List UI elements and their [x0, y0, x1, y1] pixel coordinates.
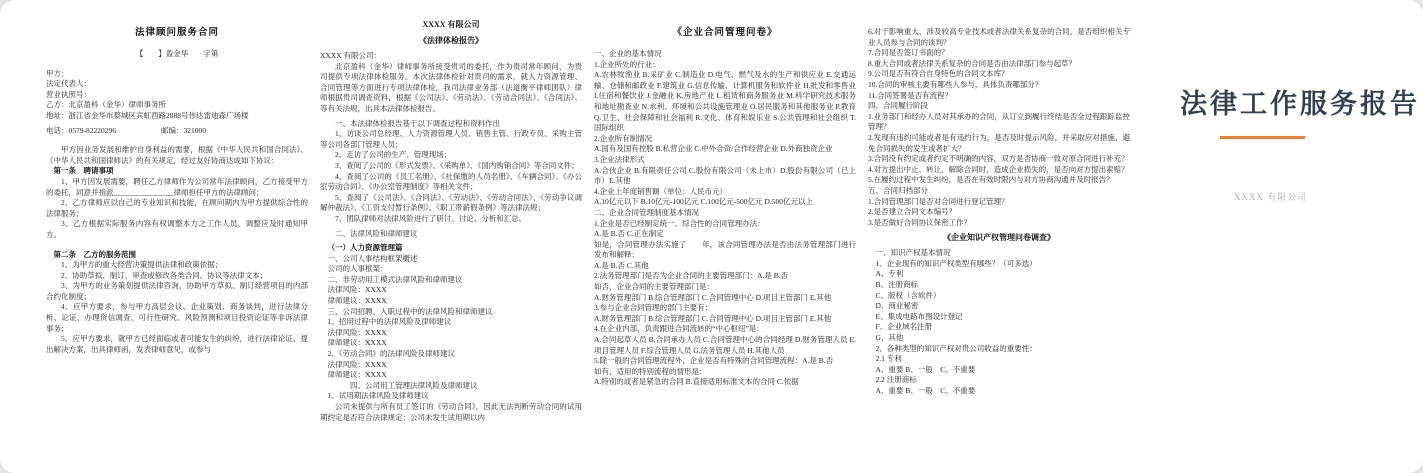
doc-line: 3.参与企业合同管理的部门主要有： — [594, 303, 713, 313]
doc-line: A.合同起草人员 B.合同承办人员 C.合同管理中心的合同经理 D.财务管理人员 E.项目管理人员 F.综合管理人员 G.法务管理人员 H.其他人员 — [594, 335, 856, 355]
document-page-3-contract-management-questionnaire[interactable] — [594, 0, 856, 473]
doc-line: 法律风险：XXXX — [327, 285, 387, 295]
doc-line: 《企业合同管理问卷》 — [672, 28, 778, 38]
doc-line: A.国有及国有控股 B.私营企业 C.中外合资/合作经营企业 D.外商独资企业 — [594, 144, 833, 154]
doc-line: 公司未提供与所有员工签订的《劳动合同》，因此无法判断劳动合同的试用期约定是否符合法律规定；公司未发生试用期以内 — [320, 402, 582, 422]
doc-line: 3、为甲方的业务策划提供法律咨询，协助甲方草拟、制订经营项目的内部合约化制度； — [46, 281, 308, 301]
document-page-4-contract-questionnaire-continued-and-ip-questionnaire[interactable] — [868, 0, 1130, 473]
doc-line: 3.合同没有约定或者约定不明确的内容，双方是否协商一致对原合同进行补充？ — [868, 154, 1129, 164]
doc-line: A.合伙企业 B.有限责任公司 C.股份有限公司（未上市）D.股份有限公司（已上市）E.其他 — [594, 165, 856, 186]
doc-line: 如有，适用的特别流程的情形是： — [594, 366, 707, 376]
doc-line: XXXX 有限公司： — [320, 51, 382, 60]
doc-line: 第一条 聘请事项 — [53, 166, 114, 176]
doc-line: XXXX 有限公司 — [422, 20, 480, 29]
doc-line: 2、乙方律师应以自己的专业知识和技能，在顾问期内为甲方提供综合性的法律服务； — [46, 198, 308, 218]
doc-line: 乙方：北京盈科（金华）律师事务所 — [46, 100, 166, 110]
doc-line: 3.企业法律形式 — [594, 154, 645, 164]
doc-line: 4、应甲方要求，参与甲方高层会议、企业策划、商务谈判，进行法律分析、论证、办理资信调查、可行性研究、风险预测和项目投资论证等非诉法律事务； — [46, 302, 308, 333]
doc-line: 如否，企业合同的主要管理部门是： — [594, 282, 714, 292]
doc-line: 1、招用过程中的法律风险及律师建议 — [327, 317, 452, 327]
doc-line: 7.合同是否签订书面的？ — [868, 48, 949, 58]
doc-line: 4.在企业内部，负责跟进合同流转的“中心枢纽”是： — [594, 324, 764, 334]
doc-line: 一、知识产权基本情况 — [875, 248, 951, 258]
doc-line: 5.除一般的合同管理流程外，企业是否有特殊的合同管理流程：A.是 B.否 — [594, 356, 834, 366]
doc-line: A.10亿元以下 B.10亿元-100亿元 C.100亿元-500亿元 D.500亿元以上 — [594, 197, 813, 207]
doc-line: B、注册商标 — [875, 280, 919, 290]
doc-line: 4.企业上年度销售额（单位：人民币元） — [594, 186, 728, 196]
doc-line: A.财务管理部门 B.综合管理部门 C.合同管理中心 D.项目主管部门 E.其他 — [594, 292, 832, 302]
doc-line: 5.在履约过程中发生纠纷，是否在有效时限内与对方协商沟通并及时报告？ — [868, 175, 1114, 185]
doc-line: 法定代表人： — [46, 79, 91, 89]
doc-line: 11.合同签署是否有流程？ — [868, 90, 953, 100]
doc-line: 北京盈科（金华）律师事务所接受贵司的委托，作为贵司常年顾问，为贵司提供专项法律体检服务。本次法律体检针对贵司的需求，就人力资源管理、合同管理等方面进行专项法律体检，我司法律业务部（法道衡平律师团队）律师根据贵司调查资料，根据《公司法》、《劳动法》、《劳动合同法》、《合同法》、等有关法规，出具本法律体检报告。 — [320, 61, 582, 113]
doc-line: A.农林牧渔业 B.采矿业 C.制造业 D.电气、燃气及水的生产和供应业 E.交通运输、仓储和邮政业 F.建筑业 G.信息传输、计算机服务和软件业 H.批发和零售业 I.住宿和餐饮业 J.金融业 K.房地产业 L.租赁和商务服务业 M.科学研究技术服务和地址勘查业 N.水利、环境和公共设施管理业 O.居民服务和其他服务业 P.教育 Q.卫生、社会保障和社会福利 R.文化、体育和娱乐业 S.公共管理和社会组织 T.国际组织 — [594, 70, 856, 133]
doc-line: 4、查阅了公司的《员工名册》、《社保缴的人员名册》、《车辆合同》、《办公室劳动合同》、《办公室管理制度》等相关文件； — [320, 171, 582, 192]
doc-line: 2.发现有违约可能或者是有违约行为，是否及时提示风险，并采取应对措施，避免合同损失的发生或者扩大？ — [868, 132, 1130, 153]
doc-line: 二、企业合同管理制度基本情况 — [594, 207, 699, 217]
doc-line: 法律顾问服务合同 — [134, 28, 219, 38]
doc-line: 第二条 乙方的服务范围 — [53, 249, 136, 259]
doc-line: 一、企业的基本情况 — [594, 49, 662, 58]
spacer — [46, 60, 308, 69]
doc-line: 9.公司是否有符合自身特色的合同文本库？ — [868, 69, 1009, 79]
report-title: 法律工作服务报告 — [1180, 89, 1420, 119]
doc-line: A.是 B.否 C.其他 — [594, 260, 649, 270]
spacer — [594, 40, 856, 49]
doc-line: A、专利 — [875, 269, 904, 279]
doc-line: 1、访谈公司总经理、人力资源管理人员、销售主管、行政专员、采购主管等公司各部门管理人员； — [320, 129, 582, 149]
doc-line: 1.合同管理部门是否对合同进行登记管理？ — [868, 196, 1009, 206]
accent-divider — [1220, 136, 1305, 139]
doc-line: 2、协助草拟、制订、审查或修改各类合同、协议等法律文本； — [61, 270, 268, 280]
doc-line: 律师建议：XXXX — [327, 338, 387, 348]
doc-line: 2.2 注册商标 — [875, 375, 917, 385]
doc-line: 2.是否建立合同文本编号？ — [868, 207, 957, 217]
doc-line: D、商业秘密 — [875, 301, 919, 311]
doc-line: 电话：0579-82220296 邮编：321000 — [46, 125, 206, 135]
doc-line: 3、查阅了公司的《形式发票》、《采购单》、《国内购销合同》等合同文件； — [335, 160, 579, 170]
doc-line: A、重要 B、一般 C、不重要 — [875, 364, 976, 374]
doc-line: 1.业务部门和经办人员对其承办的合同，从订立到履行终结是否全过程跟踪监控管理？ — [868, 111, 1130, 132]
doc-line: 一、本法律体检报告基于以下调查过程和资料作出 — [335, 118, 500, 128]
doc-line: 3、乙方根据实际服务内容有权调整本方之工作人员，调整应及时通知甲方。 — [46, 219, 308, 239]
doc-line: 营业执照号： — [46, 89, 91, 99]
document-page-1-legal-advisor-service-contract[interactable] — [46, 0, 308, 473]
spacer — [320, 10, 582, 19]
doc-line: 4.对方提出中止、转让、解除合同时，造成企业损失的，是否向对方提出索赔？ — [868, 164, 1129, 174]
doc-line: 五、合同归档部分 — [868, 185, 928, 195]
spacer — [46, 136, 308, 145]
doc-line: 2.法务管理部门是否为企业合同的主要管理部门：A.是 B.否 — [594, 271, 789, 281]
doc-line: 2.企业所有制情况 — [594, 133, 653, 143]
doc-line: 二、法律风险和律师建议 — [335, 228, 418, 238]
doc-line: 律师建议：XXXX — [327, 296, 387, 306]
report-cover-panel — [1142, 0, 1423, 473]
doc-line: 《企业知识产权管理问卷调查》 — [943, 233, 1055, 243]
doc-line: 甲方： — [46, 68, 69, 78]
doc-line: 8.重大合同或者法律关系复杂的合同是否由法律部门参与起草？ — [868, 58, 1077, 68]
doc-line: C、版权（含软件） — [875, 290, 941, 300]
doc-line: A.特别的或者是紧急的合同 B.直接适用标准文本的合同 C.依据 — [594, 377, 799, 387]
doc-line: 四、合同履行阶段 — [868, 101, 928, 111]
spacer — [594, 10, 856, 27]
doc-line: 1、企业现有的知识产权类型有哪些？（可多选） — [875, 258, 1037, 268]
doc-line: 《法律体检报告》 — [419, 36, 483, 45]
doc-line: （一）人力资源管理篇 — [327, 243, 403, 253]
spacer — [46, 10, 308, 27]
doc-line: 1、甲方因发展需要，聘任乙方律师作为公司常年法律顾问，乙方接受甲方的委托，同意并指派________________律师担任甲方的法律顾问； — [46, 176, 308, 197]
doc-line: 2.1 专利 — [875, 354, 902, 364]
spacer — [46, 241, 308, 250]
spacer — [46, 40, 308, 49]
doc-line: 1、试用期法律风险及律师建议 — [327, 391, 429, 401]
doc-line: 5、应甲方要求，就甲方已经面临或者可能发生的纠纷，进行法律论证、提出解决方案，出具律师函，发表律师意见，或参与 — [46, 334, 308, 354]
doc-line: 10.合同的审核主要有哪些人参与，具体负责哪部分？ — [868, 79, 1043, 89]
doc-line: 法律风险：XXXX — [327, 327, 387, 337]
doc-line: 1.企业是否已经制定统一、综合性的合同管理办法： — [594, 218, 765, 228]
doc-line: 公司的人事框架： — [327, 264, 388, 274]
spacer — [868, 10, 1130, 27]
doc-line: 一、公司人事结构框架概述 — [327, 253, 418, 263]
doc-line: 如是，合同管理办法实施了 年，该合同管理办法是否由法务管理部门进行发布和解释： — [594, 239, 856, 260]
doc-line: 地址：浙江省金华市婺城区宾虹西路2888号伟达雷迪森广场楼 — [46, 110, 249, 120]
document-page-2-legal-health-check-report[interactable] — [320, 0, 582, 473]
doc-line: 二、非劳动用工模式法律风险和律师建议 — [327, 274, 463, 284]
doc-line: A.财务管理部门 B.综合管理部门 C.合同管理中心 D.项目主管部门 E.其他 — [594, 313, 832, 323]
doc-line: 1.企业所处的行业： — [594, 59, 660, 69]
doc-line: 3.是否做好合同协议保密工作？ — [868, 217, 972, 227]
company-name: XXXX 有限公司 — [1234, 192, 1308, 202]
doc-line: 1、为甲方的重大经营决策提供法律和政策依据； — [61, 260, 223, 270]
doc-line: 5、查阅了《公司法》、《合同法》、《劳动法》、《劳动合同法》、《劳动争议调解仲裁法》、《工资支付暂行条例》、《职工带薪假条例》等法律法规； — [320, 192, 582, 213]
doc-line: 【 】盈金华 字第 — [135, 49, 219, 58]
doc-line: E、集成电路布图设计登记 — [875, 311, 963, 321]
doc-line: 律师建议：XXXX — [327, 370, 387, 380]
doc-line: G、其他 — [875, 333, 904, 343]
doc-line: 2、《劳动合同》的法律风险及律师建议 — [327, 349, 455, 359]
doc-line: A.是 B.否 C.正在制定 — [594, 229, 664, 239]
doc-line: A、重要 B、一般 C、不重要 — [875, 386, 976, 395]
doc-line: 三、公司招聘、入职过程中的法律风险和律师建议 — [327, 306, 493, 316]
doc-line: F、企业域名注册 — [875, 322, 933, 332]
doc-line: 2、各种类型的知识产权对贵公司收益的重要性： — [875, 343, 1037, 353]
doc-line: 7、团队律师对法律风险进行了研讨、讨论、分析和汇总。 — [335, 213, 527, 223]
doc-line: 2、走访了公司的生产、管理现场； — [335, 150, 452, 160]
doc-line: 6.对于影响重大、涉及较高专业技术或者法律关系复杂的合同，是否组织相关专业人员参与合同的谈判？ — [868, 27, 1130, 47]
doc-line: 法律风险：XXXX — [327, 359, 387, 369]
doc-line: 四、公司用工管理法律风险及律师建议 — [350, 380, 478, 390]
doc-line: 甲方因业务发展和维护自身利益的需要，根据《中华人民共和国合同法》、《中华人民共和国律师法》的有关规定，经过友好协商达成如下协议： — [46, 145, 308, 165]
